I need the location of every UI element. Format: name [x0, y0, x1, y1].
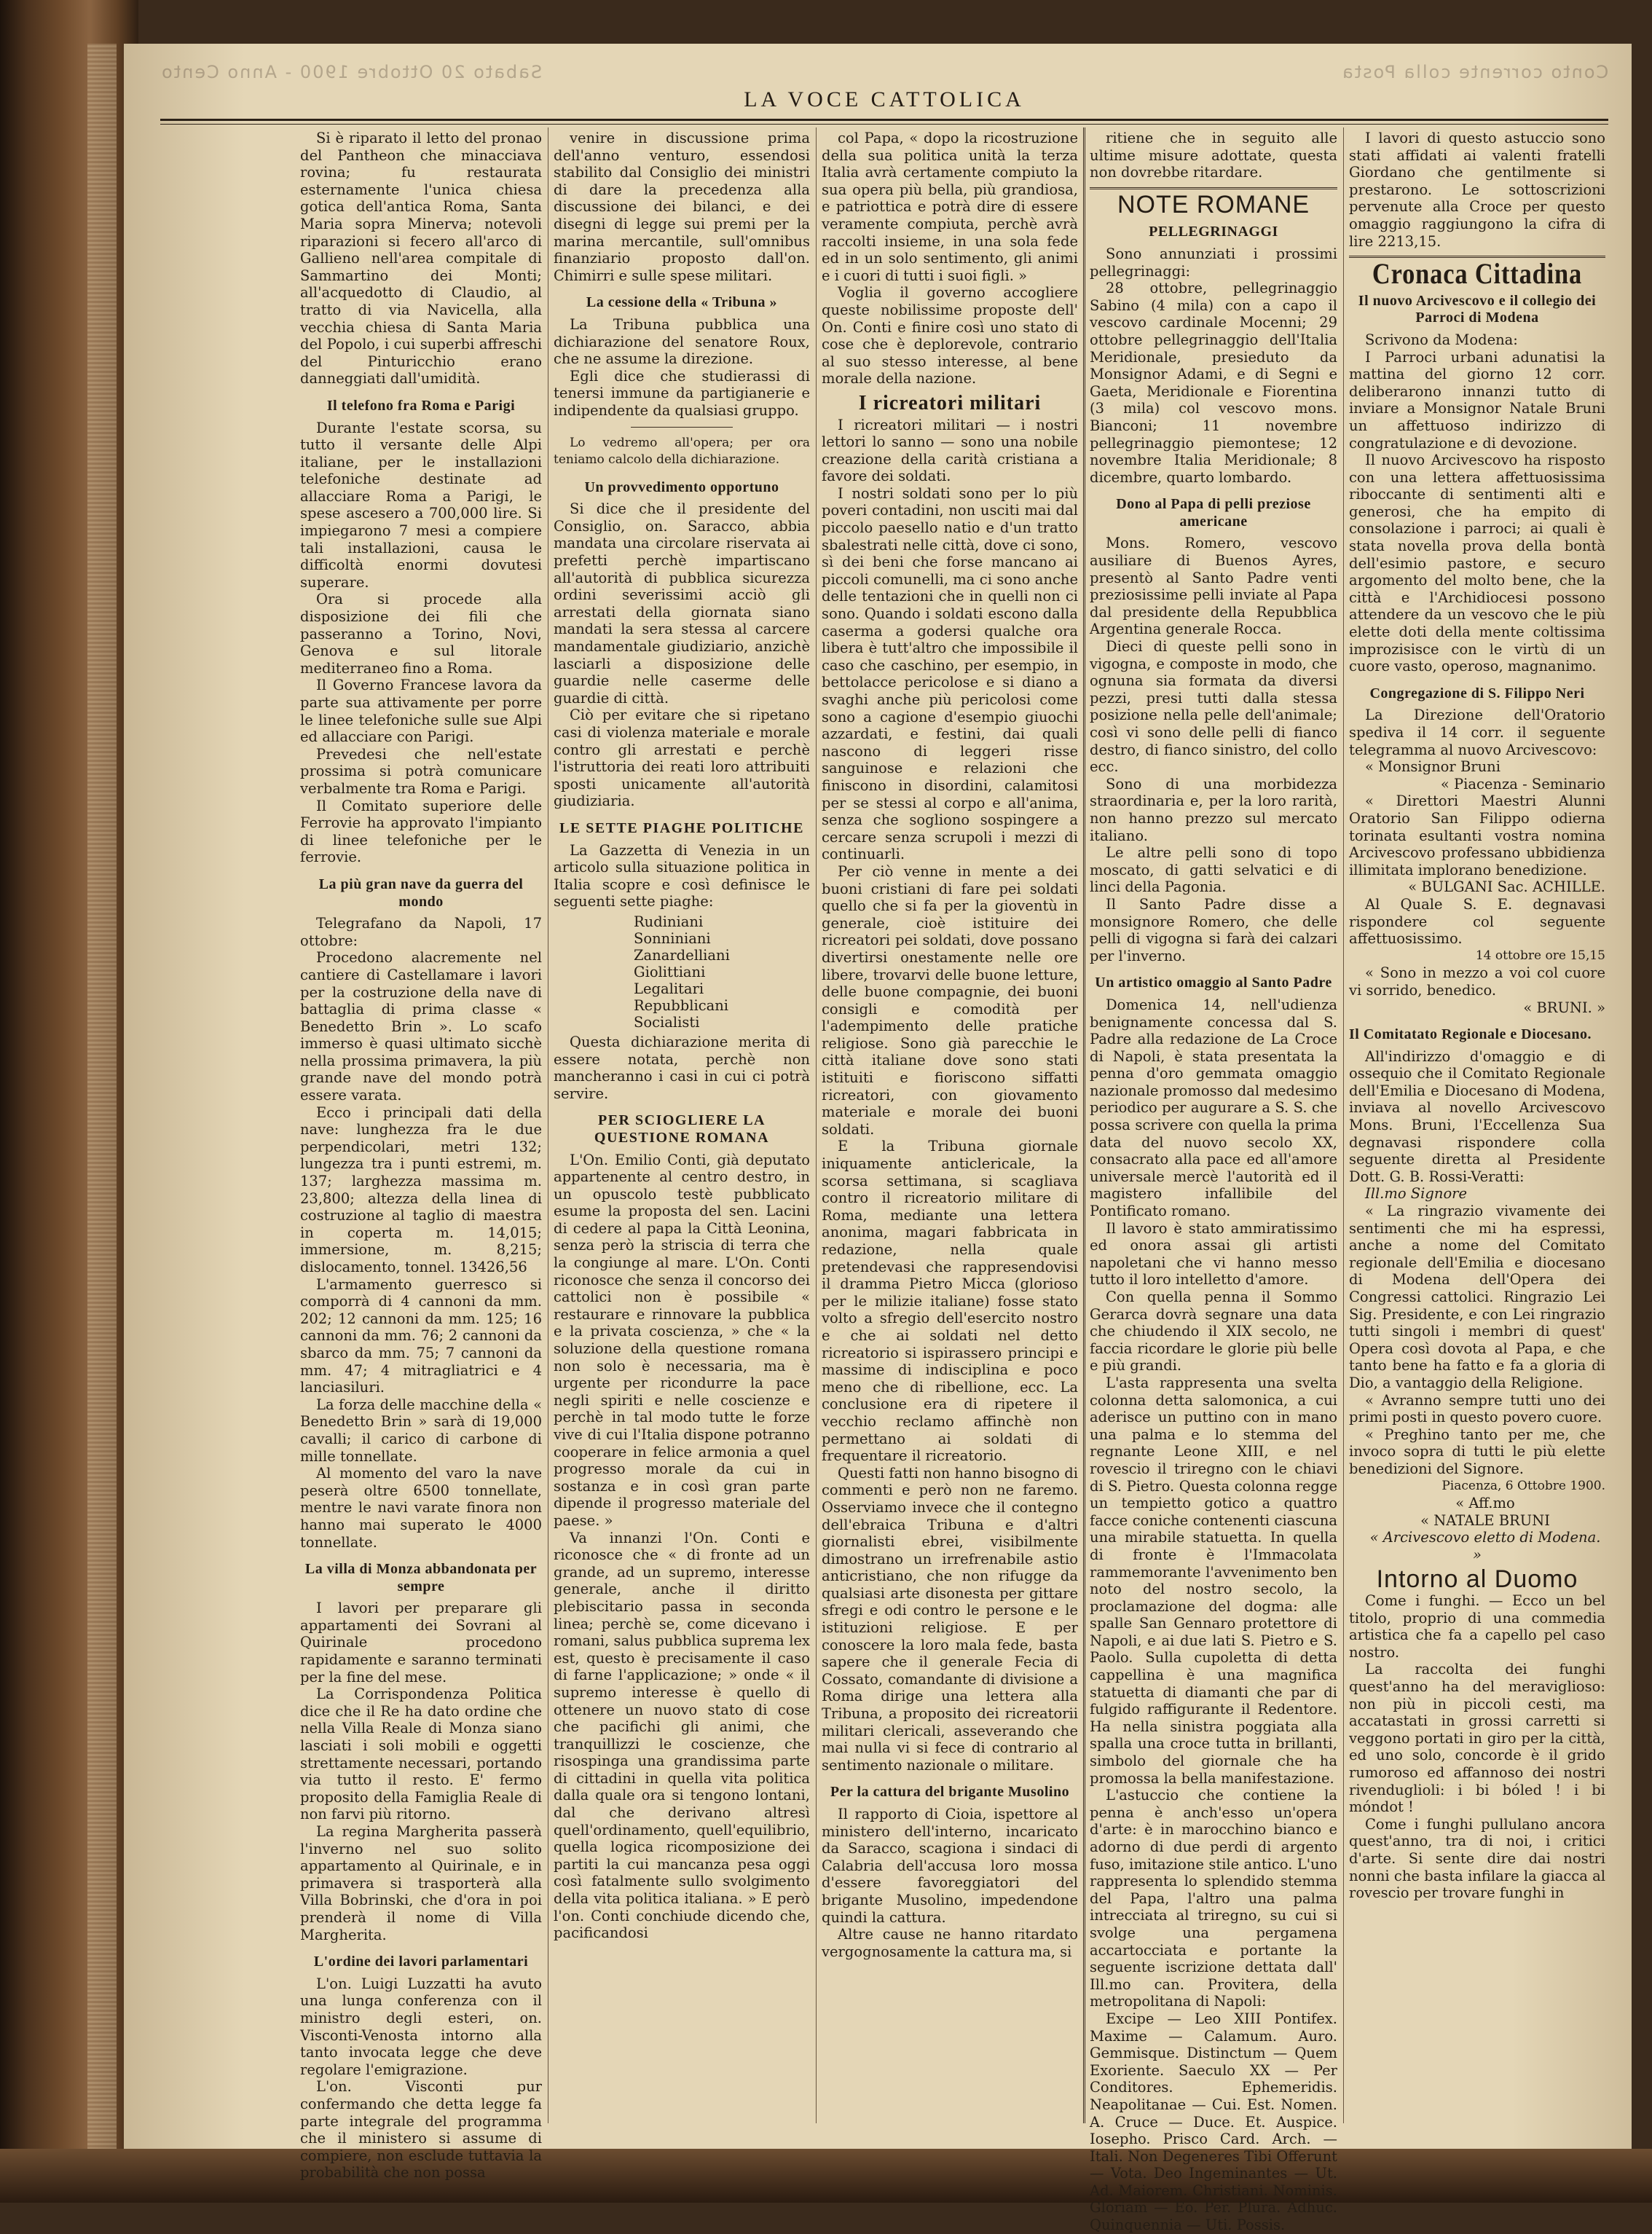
article-paragraph: L'on. Luigi Luzzatti ha avuto una lunga conferenza con il ministro degli esteri, on. Visconti-Venosta intorno alla tanto invocata legge che deve regolare l'emigrazione.	[300, 1975, 542, 2078]
article-paragraph: Domenica 14, nell'udienza benignamente concessa dal S. Padre alla redazione de La Croce di Napoli, è stata presentata la penna d'oro gemmata omaggio nazionale promosso dal medesimo periodico per augurare a S. S. che possa scrivere con quella la prima data del nuovo secolo XX, consacrato alla pace ed all'amore universale mercè l'autorità ed il magistero infallibile del Pontificato romano.	[1090, 996, 1337, 1220]
article-paragraph: La Gazzetta di Venezia in un articolo sulla situazione politica in Italia scopre e così definisce le seguenti sette piaghe:	[554, 841, 810, 910]
article-paragraph: Ecco i principali dati della nave: lunghezza fra le due perpendicolari, metri 132; lungezza tra i punti estremi, m. 137; larghezza massima m. 23,800; altezza della linea di costruzione al taglio di maestra in coperta m. 14,015; immersione, m. 8,215; dislocamento, tonnel. 13426,56	[300, 1104, 542, 1275]
article-paragraph: Va innanzi l'On. Conti e riconosce che « di fronte ad un grande, ad un supremo, interesse generale, anche il diritto plebiscitario passa in seconda linea; perchè se, come dicevano i romani, salus pubblica suprema lex est, questo è precisamente il caso di farne l'applicazione; » onde « il supremo interesse è quello di ottenere un nuovo stato di cose che pacifichi gli animi, che tranquillizzi le coscienze, che risospinga una grandissima parte di cittadini in quella vita politica dalla quale ora si tengono lontani, dal che derivano altresì quell'ordinamento, quell'equilibrio, quella logica ricomposizione dei partiti la cui mancanza pesa oggi così fatalmente sullo svolgimento della vita politica italiana. » E però l'on. Conti conchiude dicendo che, pacificandosi	[554, 1529, 810, 1942]
article-paragraph: Mons. Romero, vescovo ausiliare di Buenos Ayres, presentò al Santo Padre venti preziosissime pelli inviate al Papa dal presidente della Repubblica Argentina generale Rocca.	[1090, 535, 1337, 638]
dateline: 14 ottobre ore 15,15	[1475, 948, 1605, 963]
article-paragraph: Ciò per evitare che si ripetano casi di violenza materiale e morale contro gli arrestati e perchè l'istruttoria dei reati loro attribuiti sposti unicamente all'autorità giudiziaria.	[554, 707, 810, 810]
book-spine	[0, 0, 138, 2203]
article-heading: PELLEGRINAGGI	[1149, 224, 1278, 240]
article-paragraph: E la Tribuna giornale iniquamente anticlericale, la scorsa settimana, si scagliava contro il ricreatorio militare di Roma, mediante una lettera anonima, magari fabbricata in redazione, nella quale pretendevasi che rappresendovisi il dramma Pietro Micca (glorioso per le milizie italiane) fosse stato volto a sfregio dell'esercito nostro e che ai soldati nel detto ricreatorio si ispirassero principi e massime di indisciplina e poco meno che di ribellione, ecc. La conclusione era di ripetere il vecchio reclamo affinchè non permettano ai soldati di frequentare il ricreatorio.	[822, 1138, 1078, 1465]
article-heading: Dono al Papa di pelli preziose americane	[1116, 496, 1311, 530]
article-paragraph: I nostri soldati sono per lo più poveri contadini, non usciti mai dal piccolo paesello natio e d'un tratto sbalestrati nelle città, dove ci sono, sì dei beni che forse mancano ai piccoli comunelli, ma ci sono anche delle tentazioni che in quelli non ci sono. Quando i soldati escono dalla caserma a godersi qualche ora libera è tutt'altro che impossibile il caso che caschino, per esempio, in bettolacce pericolose e si diano a svaghi anche più pericolosi come sono a cagione d'esempio giuochi azzardati, e festini, dai quali nascono di leggeri risse sanguinose e relazioni che finiscono in disordini, calamitosi per se stessi al corpo e all'anima, senza che sogliono sospingere a cercare senza scrupoli i mezzi di continuarli.	[822, 484, 1078, 863]
article-paragraph: Al momento del varo la nave peserà oltre 6500 tonnellate, mentre le navi varate finora non hanno mai superato le 4000 tonnellate.	[300, 1465, 542, 1551]
article-paragraph: « Avranno sempre tutti uno dei primi posti in questo povero cuore.	[1349, 1391, 1605, 1426]
column-5	[1349, 130, 1605, 2118]
article-paragraph: Telegrafano da Napoli, 17 ottobre:	[300, 915, 542, 949]
article-paragraph: « Sono in mezzo a voi col cuore vi sorrido, benedico.	[1349, 964, 1605, 999]
article-heading: La villa di Monza abbandonata per sempre	[304, 1561, 538, 1594]
bleed-through-text-left: Sabato 20 Ottobre 1900 - Anno Cento	[160, 62, 543, 82]
article-heading: Congregazione di S. Filippo Neri	[1369, 685, 1585, 701]
column-divider	[1343, 127, 1344, 2123]
book-bottom-edge	[0, 2149, 1652, 2203]
plague-list	[634, 913, 810, 1031]
signature: « Aff.mo	[1455, 1495, 1515, 1512]
signature: « BULGANI Sac. ACHILLE.	[1408, 878, 1605, 896]
article-paragraph: I lavori per preparare gli appartamenti dei Sovrani al Quirinale procedono rapidamente e saranno terminati per la fine del mese.	[300, 1600, 542, 1686]
article-paragraph: La raccolta dei funghi quest'anno ha del meraviglioso: non più in piccoli cesti, ma accatastati in grossi carretti si veggono portati in giro per la città, ed uno solo, concorde è il grido rumoroso ed affannoso dei nostri rivenduglioli: i bi bóled ! i bi móndot !	[1349, 1661, 1605, 1816]
signature: « BRUNI. »	[1523, 999, 1605, 1016]
separator-rule	[1090, 187, 1337, 189]
section-heading: Intorno al Duomo	[1376, 1565, 1578, 1593]
signature: « Arcivescovo eletto di Modena. »	[1369, 1529, 1601, 1563]
section-heading: Cronaca Cittadina	[1372, 257, 1583, 291]
masthead	[160, 47, 1608, 120]
article-heading: PER SCIOGLIERE LA QUESTIONE ROMANA	[594, 1112, 770, 1146]
article-heading: La cessione della « Tribuna »	[586, 294, 778, 311]
article-paragraph: Prevedesi che nell'estate prossima si potrà comunicare verbalmente tra Roma e Parigi.	[300, 745, 542, 797]
section-heading: NOTE ROMANE	[1117, 190, 1310, 219]
article-paragraph: La forza delle macchine della « Benedetto Brin » sarà di 19,000 cavalli; il carico di carbone di mille tonnellate.	[300, 1396, 542, 1465]
article-paragraph: Dieci di queste pelli sono in vigogna, e composte in modo, che ognuna sia formata da diversi pezzi, presi tutti dalla stessa posizione nella pelle dell'animale; così vi sono delle pelli di fianco destro, di fianco sinistro, del collo ecc.	[1090, 638, 1337, 776]
article-paragraph: La Direzione dell'Oratorio spediva il 14 corr. il seguente telegramma al nuovo Arcivescovo:	[1349, 707, 1605, 758]
signature: « NATALE BRUNI	[1420, 1511, 1550, 1529]
article-paragraph: Altre cause ne hanno ritardato vergognosamente la cattura ma, si	[822, 1926, 1078, 1960]
newspaper-title: LA VOCE CATTOLICA	[744, 87, 1025, 111]
article-paragraph: venire in discussione prima dell'anno venturo, essendosi stabilito dal Consiglio dei ministri di dare la precedenza alla discussione dei bilanci, e dei disegni di legge sui premi per la marina mercantile, sull'omnibus finanziario proposto dall'on. Chimirri e sulle spese militari.	[554, 130, 810, 284]
article-paragraph: Come i funghi pullulano ancora quest'anno, tra di noi, i critici d'arte. Si sente dire dai nostri nonni che basta infilare la giacca al rovescio per trovare funghi in	[1349, 1815, 1605, 1902]
article-paragraph: Voglia il governo accogliere queste nobilissime proposte dell' On. Conti e finire così uno stato di cose che è deplorevole, contrario al suo stesso interesse, al bene morale della nazione.	[822, 284, 1078, 388]
article-paragraph: Sono di una morbidezza straordinaria e, per la loro rarità, non hanno prezzo sul mercato italiano.	[1090, 775, 1337, 844]
article-paragraph: « Monsignor Bruni	[1365, 758, 1500, 776]
article-paragraph: Ill.mo Signore	[1365, 1185, 1468, 1203]
article-paragraph: « Direttori Maestri Alunni Oratorio San Filippo odierna torinata esultanti vostra nomina Arcivescovo professano ubbidienza illimitata implorano benedizione.	[1349, 792, 1605, 878]
article-heading: Il telefono fra Roma e Parigi	[326, 397, 516, 414]
article-paragraph: col Papa, « dopo la ricostruzione della sua politica unità la terza Italia avrà certamente compiuto la sua opera più bella, più grandiosa, e patriottica e potrà dire di essere veramente compiuta, perchè avrà raccolti insieme, in una sola fede ed in un solo sentimento, gli animi e i cuori di tutti i suoi figli. »	[822, 130, 1078, 284]
article-paragraph: Al Quale S. E. degnavasi rispondere col seguente affettuosissimo.	[1349, 895, 1605, 948]
article-paragraph: Il rapporto di Cioia, ispettore al ministero dell'interno, incaricato da Saracco, scagiona i sindaci di Calabria dell'accusa loro mossa d'essere favoreggiatori del brigante Musolino, impedendone quindi la cattura.	[822, 1806, 1078, 1926]
article-paragraph: L'astuccio che contiene la penna è anch'esso un'opera d'arte: è in marocchino bianco e adorno di due perdi di argento fuso, imitazione stile antico. L'uno rappresenta lo splendido stemma del Papa, l'altro una palma intrecciata al triregno, su cui si svolge una pergamena accartocciata e portante la seguente iscrizione dettata dall' Ill.mo can. Provitera, della metropolitana di Napoli:	[1090, 1787, 1337, 2010]
article-paragraph: Il lavoro è stato ammiratissimo ed onora assai gli artisti napoletani che vi hanno messo tutto il loro intelletto d'amore.	[1090, 1219, 1337, 1289]
article-paragraph: L'on. Visconti pur confermando che detta legge fa parte integrale del programma che il ministero si assume di compiere, non esclude tuttavia la probabilità che non possa	[300, 2078, 542, 2182]
article-paragraph: « La ringrazio vivamente dei sentimenti che mi ha espressi, anche a nome del Comitato regionale dell'Emilia e diocesano di Modena dell'Opera dei Congressi cattolici. Ringrazio Lei Sig. Presidente, e con Lei ringrazio tutti singoli i membri di quest' Opera così dovota al Papa, e che tanto bene ha fatto e fa a gloria di Dio, a vantaggio della Religione.	[1349, 1203, 1605, 1391]
article-heading: LE SETTE PIAGHE POLITICHE	[559, 819, 804, 836]
article-paragraph: Il Governo Francese lavora da parte sua attivamente per porre le linee telefoniche sulle sue Alpi ed allacciare con Parigi.	[300, 677, 542, 746]
list-item: Zanardelliani	[634, 946, 730, 964]
article-paragraph: Scrivono da Modena:	[1365, 331, 1518, 348]
separator-rule	[631, 427, 733, 428]
article-paragraph: Il Santo Padre disse a monsignore Romero, che delle pelli di vigogna si farà dei calzari per l'inverno.	[1090, 895, 1337, 964]
article-paragraph: Come i funghi. — Ecco un bel titolo, proprio di una commedia artistica che fa a capello pel caso nostro.	[1349, 1592, 1605, 1661]
list-item: Sonniniani	[634, 929, 711, 947]
article-paragraph: Lo vedremo all'opera; per ora teniamo calcolo della dichiarazione.	[554, 435, 810, 468]
article-paragraph: « Preghino tanto per me, che invoco sopra di tutti le più elette benedizioni del Signore.	[1349, 1425, 1605, 1477]
bleed-through-text-right: Conto corrente colla Posta	[1340, 62, 1608, 82]
article-paragraph: Egli dice che studierassi di tenersi immune da partigianerie e indipendente da qualsiasi gruppo.	[554, 367, 810, 419]
article-paragraph: ritiene che in seguito alle ultime misure adottate, questa non dovrebbe ritardare.	[1090, 130, 1337, 181]
list-item: Legalitari	[634, 980, 704, 997]
list-item: Rudiniani	[634, 913, 704, 930]
article-heading: Per la cattura del brigante Musolino	[830, 1784, 1070, 1801]
article-paragraph: Il Comitato superiore delle Ferrovie ha approvato l'impianto di linee telefoniche per le ferrovie.	[300, 797, 542, 866]
article-heading: I ricreatori militari	[858, 391, 1042, 414]
article-paragraph: La regina Margherita passerà l'inverno nel suo solito appartamento al Quirinale, e in primavera si trasporterà alla Villa Bobrinski, che d'ora in poi prenderà il nome di Villa Margherita.	[300, 1823, 542, 1943]
article-paragraph: « Piacenza - Seminario	[1440, 775, 1605, 792]
article-paragraph: L'armamento guerresco si comporrà di 4 cannoni da mm. 202; 12 cannoni da mm. 125; 16 cannoni da mm. 76; 2 cannoni da sbarco da mm. 75; 7 cannoni da mm. 47; 4 mitragliatrici e 4 lanciasiluri.	[300, 1275, 542, 1396]
list-item: Giolittiani	[634, 963, 706, 980]
article-paragraph: La Tribuna pubblica una dichiarazione del senatore Roux, che ne assume la direzione.	[554, 315, 810, 368]
column-divider	[1083, 127, 1085, 2123]
article-paragraph: Per ciò venne in mente a dei buoni cristiani di fare pei soldati quello che si fa per la gioventù in generale, cioè istituire dei ricreatori pei soldati, dove possano divertirsi onestamente nelle ore libere, trovarvi delle buone letture, delle buone compagnie, dei buoni consigli e comodità per l'adempimento delle pratiche religiose. Sono già parecchie le città italiane dove sono stati istituiti e fioriscono siffatti ricreatori, con giovamento materiale e morale dei buoni soldati.	[822, 862, 1078, 1138]
article-heading: Un artistico omaggio al Santo Padre	[1095, 975, 1332, 991]
column-3	[822, 130, 1078, 2118]
article-paragraph: L'On. Emilio Conti, già deputato appartenente al centro destro, in un opuscolo testè pubblicato esume la proposta del sen. Lacini di cedere al papa la Città Leonina, senza però la striscia di terra che la congiunge al mare. L'On. Conti riconosce che senza il concorso dei cattolici non è possibile « restaurare e rinnovare la pubblica e la privata coscienza, » che « la soluzione della questione romana non solo è necessaria, ma è urgente per ricondurre la pace negli spiriti e nelle coscienze e perchè in tal modo tutte le forze vive di cui l'Italia dispone potranno cooperare in felice armonia a quel progresso morale da cui in sostanza e in così gran parte dipende il progresso materiale del paese. »	[554, 1151, 810, 1529]
article-paragraph: Questa dichiarazione merita di essere notata, perchè non mancheranno i casi in cui ci potrà servire.	[554, 1033, 810, 1102]
masthead-rule-thin	[160, 124, 1608, 125]
article-heading: Il nuovo Arcivescovo e il collegio dei Parroci di Modena	[1358, 292, 1597, 326]
article-heading: Un provvedimento opportuno	[584, 479, 779, 495]
article-heading: Il Comitatato Regionale e Diocesano.	[1349, 1026, 1592, 1043]
article-paragraph: Durante l'estate scorsa, su tutto il versante delle Alpi italiane, per le installazioni telefoniche destinate ad allacciare Roma a Parigi, le spese ascesero a 700,000 lire. Si impiegarono 7 mesi a compiere tali installazioni, causa le difficoltà enormi dovutesi superare.	[300, 419, 542, 591]
article-paragraph: 28 ottobre, pellegrinaggio Sabino (4 mila) con a capo il vescovo cardinale Mocenni; 29 ottobre pellegrinaggio dell'Italia Meridionale, presieduto da Monsignor Adami, e di Segni e Gaeta, Meridionale e Fiorentina (3 mila) col vescovo mons. Bianconi; 11 novembre pellegrinaggio piemontese; 12 novembre Italia Meridionale; 8 dicembre, quarto lombardo.	[1090, 280, 1337, 486]
article-paragraph: I Parroci urbani adunatisi la mattina del giorno 12 corr. deliberarono innanzi tutto di inviare a Monsignor Natale Bruni un affettuoso indirizzo di congratulazione e di devozione.	[1349, 348, 1605, 452]
article-paragraph: All'indirizzo d'omaggio e di ossequio che il Comitato Regionale dell'Emilia e Diocesano di Modena, inviava al novello Arcivescovo Mons. Bruni, l'Eccellenza Sua degnavasi rispondere colla seguente diretta al Presidente Dott. G. B. Rossi-Veratti:	[1349, 1047, 1605, 1185]
article-paragraph: Si è riparato il letto del pronao del Pantheon che minacciava rovina; fu restaurata esternamente l'unica chiesa gotica dell'antica Roma, Santa Maria sopra Minerva; notevoli riparazioni si fecero all'arco di Gallieno nell'area compitale di Sammartino dei Monti; all'acquedotto di Claudio, al tratto di via Navicella, alla vecchia chiesa di Santa Maria del Popolo, i cui superbi affreschi del Pinturicchio erano danneggiati dall'umidità.	[300, 130, 542, 388]
article-heading: L'ordine dei lavori parlamentari	[313, 1954, 529, 1970]
article-heading: La più gran nave da guerra del mondo	[318, 876, 524, 910]
article-paragraph: Le altre pelli sono di topo moscato, di gatti selvatici e di linci della Pagonia.	[1090, 844, 1337, 896]
latin-inscription: Excipe — Leo XIII Pontifex. Maxime — Calamum. Auro. Gemmisque. Distinctum — Quem Exoriente. Saeculo XX — Per Conditores. Ephemeridis. Neapolitanae — Cui. Est. Nomen. A. Cruce — Duce. Et. Auspice. Iosepho. Prisco Card. Arch. — Itali. Non Degeneres Tibi Offerunt — Vota. Deo Ingeminantes — Ut. Ad. Maiorem. Christiani. Nominis. Gloriam — Eo. Per. Plura. Adhuc. Quinquennia — Uti. Possis.	[1090, 2010, 1337, 2234]
column-2	[554, 130, 810, 2118]
column-1	[300, 130, 542, 2182]
list-item: Repubblicani	[634, 996, 729, 1014]
article-paragraph: Sono annunziati i prossimi pellegrinaggi:	[1090, 245, 1337, 280]
article-paragraph: La Corrispondenza Politica dice che il Re ha dato ordine che nella Villa Reale di Monza siano lasciati i soli mobili e oggetti strettamente necessari, portando via tutto il resto. E' fermo proposito della Famiglia Reale di non farvi più ritorno.	[300, 1686, 542, 1823]
article-paragraph: Con quella penna il Sommo Gerarca dovrà segnare una data che chiudendo il XIX secolo, ne faccia ricordare le glorie più belle e più grandi.	[1090, 1289, 1337, 1374]
article-paragraph: I ricreatori militari — i nostri lettori lo sanno — sono una nobile creazione della carità cristiana a favore dei soldati.	[822, 416, 1078, 485]
article-paragraph: Il nuovo Arcivescovo ha risposto con una lettera affettuosissima riboccante di sentimenti alti e generosi, che ha empito di consolazione i parroci; ai quali è stata novella prova della bontà dell'esimio pastore, e securo argomento del molto bene, che la città e l'Archidiocesi possono attendere da un vescovo che le più elette doti della mente coltissima improzisisce con le virtù di un cuore vasto, operoso, magnanimo.	[1349, 452, 1605, 675]
article-paragraph: L'asta rappresenta una svelta colonna detta salomonica, a cui aderisce un puttino con in mano una palma e lo stemma del regnante Leone XIII, e nel rovescio il triregno con le chiavi di S. Pietro. Questa colonna regge un tempietto gotico a quattro facce coniche contenenti ciascuna una mirabile statuetta. In quella di fronte è l'Immacolata rammemorante l'avvenimento ben noto del nostro secolo, la proclamazione del dogma: alle spalle San Gennaro protettore di Napoli, e ai due lati S. Pietro e S. Paolo. Sulla cupoletta di detta cappellina è una magnifica statuetta di diamanti che par di fulgido raffigurante il Redentore. Ha nella sinistra poggiata alla spalla una croce tutta in brillanti, simbolo del giornale che ha promossa la bella manifestazione.	[1090, 1374, 1337, 1787]
masthead-rule	[160, 119, 1608, 121]
article-paragraph: Si dice che il presidente del Consiglio, on. Saracco, abbia mandata una circolare riservata ai prefetti perchè impartiscano all'autorità di pubblica sicurezza ordini severissimi acciò gli arrestati della giornata siano mandati la sera stessa al carcere mandamentale giudiziario, anzichè lasciarli a disposizione delle guardie nelle caserme delle guardie di città.	[554, 500, 810, 707]
dateline: Piacenza, 6 Ottobre 1900.	[1441, 1478, 1605, 1493]
column-divider	[816, 127, 817, 2123]
article-paragraph: Ora si procede alla disposizione dei fili che passeranno a Torino, Novi, Genova e sul litorale mediterraneo fino a Roma.	[300, 591, 542, 677]
list-item: Socialisti	[634, 1013, 700, 1031]
article-paragraph: Procedono alacremente nel cantiere di Castellamare i lavori per la costruzione della nave di battaglia di prima classe « Benedetto Brin ». Lo scafo immerso è quasi ultimato sicchè nella prossima primavera, la più grande nave del mondo potrà essere varata.	[300, 949, 542, 1104]
column-4	[1090, 130, 1337, 2234]
article-paragraph: I lavori di questo astuccio sono stati affidati ai valenti fratelli Giordano che gentilmente si prestarono. Le sottoscrizioni pervenute alla Croce per questo omaggio raggiungono la cifra di lire 2213,15.	[1349, 130, 1605, 250]
article-paragraph: Questi fatti non hanno bisogno di commenti e però non ne faremo. Osserviamo invece che il contegno dell'ebraica Tribuna e d'altri giornalisti ebrei, visibilmente dimostrano un irrefrenabile astio anticristiano, che non rifugge da qualsiasi arte disonesta per gittare sfregi e odi contro le persone e le istituzioni religiose. E per conoscere la loro mala fede, basta sapere che il generale Fecia di Cossato, comandante di divisione a Roma dirige una lettera alla Tribuna, a proposito dei ricreatorii militari clericali, asseverando che mai nulla vi si fece di contrario al sentimento nazionale o militare.	[822, 1464, 1078, 1774]
